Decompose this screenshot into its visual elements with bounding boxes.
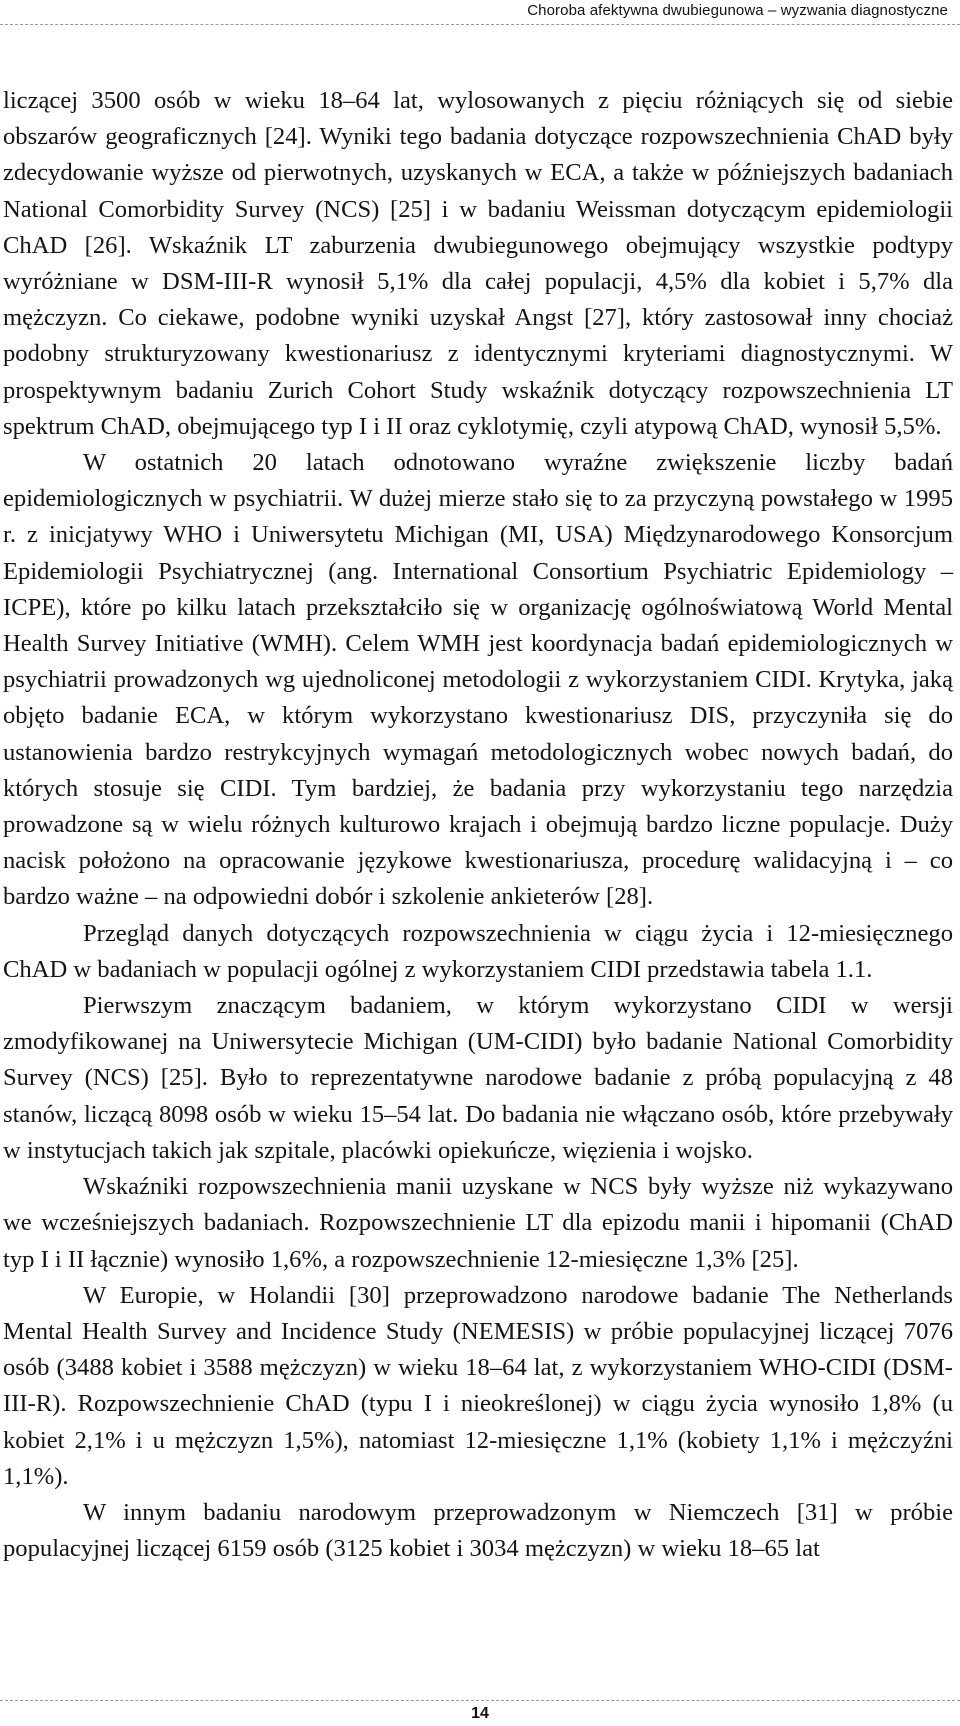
paragraph-epidemiology-trends: W ostatnich 20 latach odnotowano wyraźne zwiększenie liczby badań epidemiologicznych w psychiatrii. W dużej mierze stało się to za przyczyną powstałego w 1995 r. z inicjatywy WHO i Uniwersytetu Michigan (MI, USA) Międzynarodowego Konsorcjum Epidemiologii Psychiatrycznej (ang. International Consortium Psychiatric Epidemiology – ICPE), które po kilku latach przekształciło się w organizację ogólnoświatową World Mental Health Survey Initiative (WMH). Celem WMH jest koordynacja badań epidemiologicznych w psychiatrii prowadzonych wg ujednoliconej metodologii z wykorzystaniem CIDI. Krytyka, jaką objęto badanie ECA, w którym wykorzystano kwestionariusz DIS, przyczyniła się do ustanowienia bardzo restrykcyjnych wymagań metodologicznych wobec nowych badań, do których stosuje się CIDI. Tym bardziej, że badania przy wykorzystaniu tego narzędzia prowadzone są w wielu różnych kulturowo krajach i obejmują bardzo liczne populacje. Duży nacisk położono na opracowanie językowe kwestionariusza, procedurę walidacyjną i – co bardzo ważne – na odpowiedni dobór i szkolenie ankieterów [28]. bbox=[3, 449, 953, 911]
paragraph-continuation: liczącej 3500 osób w wieku 18–64 lat, wylosowanych z pięciu różniących się od siebie obszarów geograficznych [24]. Wyniki tego badania dotyczące rozpowszechnienia ChAD były zdecydowanie wyższe od pierwotnych, uzyskanych w ECA, a także w późniejszych badaniach National Comorbidity Survey (NCS) [25] i w badaniu Weissman dotyczącym epidemiologii ChAD [26]. Wskaźnik LT zaburzenia dwubiegunowego obejmujący wszystkie podtypy wyróżniane w DSM-III-R wynosił 5,1% dla całej populacji, 4,5% dla kobiet i 5,7% dla mężczyzn. Co ciekawe, podobne wyniki uzyskał Angst [27], który zastosował inny chociaż podobny strukturyzowany kwestionariusz z identycznymi kryteriami diagnostycznymi. W prospektywnym badaniu Zurich Cohort Study wskaźnik dotyczący rozpowszechnienia LT spektrum ChAD, obejmującego typ I i II oraz cyklotymię, czyli atypową ChAD, wynosił 5,5%. bbox=[3, 87, 953, 440]
paragraph-table-reference: Przegląd danych dotyczących rozpowszechnienia w ciągu życia i 12-miesięcznego ChAD w badaniach w populacji ogólnej z wykorzystaniem CIDI przedstawia tabela 1.1. bbox=[3, 919, 953, 983]
article-body bbox=[3, 83, 953, 1567]
paragraph-ncs-study: Pierwszym znaczącym badaniem, w którym wykorzystano CIDI w wersji zmodyfikowanej na Uniwersytecie Michigan (UM-CIDI) było badanie National Comorbidity Survey (NCS) [25]. Było to reprezentatywne narodowe badanie z próbą populacyjną z 48 stanów, liczącą 8098 osób w wieku 15–54 lat. Do badania nie włączano osób, które przebywały w instytucjach takich jak szpitale, placówki opiekuńcze, więzienia i wojsko. bbox=[3, 992, 953, 1164]
paragraph-mania-rates: Wskaźniki rozpowszechnienia manii uzyskane w NCS były wyższe niż wykazywano we wcześniejszych badaniach. Rozpowszechnienie LT dla epizodu manii i hipomanii (ChAD typ I i II łącznie) wynosiło 1,6%, a rozpowszechnienie 12-miesięczne 1,3% [25]. bbox=[3, 1173, 953, 1273]
running-header bbox=[0, 0, 960, 40]
paragraph-germany-study: W innym badaniu narodowym przeprowadzonym w Niemczech [31] w próbie populacyjnej liczącej 6159 osób (3125 kobiet i 3034 mężczyzn) w wieku 18–65 lat bbox=[3, 1498, 953, 1563]
footer-dashed-rule bbox=[0, 1700, 960, 1701]
paragraph-nemesis-study: W Europie, w Holandii [30] przeprowadzono narodowe badanie The Netherlands Mental Health Survey and Incidence Study (NEMESIS) w próbie populacyjnej liczącej 7076 osób (3488 kobiet i 3588 mężczyzn) w wieku 18–64 lat, z wykorzystaniem WHO-CIDI (DSM-III-R). Rozpowszechnienie ChAD (typu I i nieokreślonej) w ciągu życia wynosiło 1,8% (u kobiet 2,1% i u mężczyzn 1,5%), natomiast 12-miesięczne 1,1% (kobiety 1,1% i mężczyźni 1,1%). bbox=[3, 1281, 953, 1490]
page-number: 14 bbox=[471, 1705, 489, 1722]
header-dashed-rule bbox=[0, 24, 960, 25]
running-header-title: Choroba afektywna dwubiegunowa – wyzwania diagnostyczne bbox=[527, 2, 948, 19]
